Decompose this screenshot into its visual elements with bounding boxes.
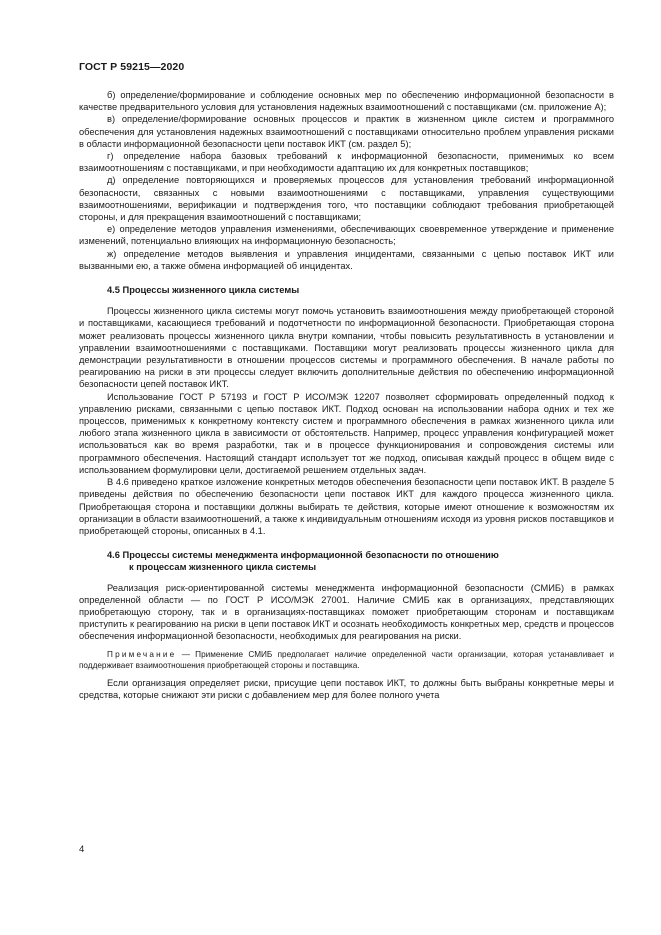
list-item-g: г) определение набора базовых требований к информационной безопасности, применимых ко всем взаимоотношениям с поставщиками, и при необходимости адаптацию их для конкретных поставщиков;	[79, 151, 614, 174]
section-4-6-final-paragraph: Если организация определяет риски, присущие цепи поставок ИКТ, то должны быть выбраны конкретные меры и средства, которые снижают эти риски с добавлением мер для более полного учета	[79, 677, 614, 700]
section-4-5-heading: 4.5 Процессы жизненного цикла системы	[107, 285, 300, 296]
section-4-5-paragraph-3: В 4.6 приведено краткое изложение конкретных методов обеспечения безопасности цепи поставок ИКТ. В разделе 5 приведены действия по обеспечению безопасности цепи поставок ИКТ для каждого процесса жизненного цикла. Приобретающая сторона и поставщики должны выбирать те действия, которые имеют отношение к возможностям их организации в области взаимоотношений, а также к индивидуальным отношениям исходя из уровня рисков поставщиков и приобретающей стороны, описанных в 4.1.	[79, 477, 614, 536]
section-4-6-heading	[79, 549, 614, 573]
list-item-zh: ж) определение методов выявления и управления инцидентами, связанными с цепью поставок ИКТ или вызванными ею, а также обмена информацией об инцидентах.	[79, 248, 614, 271]
section-4-5-paragraph-1: Процессы жизненного цикла системы могут помочь установить взаимоотношения между приобретающей стороной и поставщиками, касающиеся требований и подотчетности по информационной безопасности. Приобретающая сторона может реализовать процессы жизненного цикла внутри компании, чтобы повысить результативность в установлении и управлении взаимоотношениями с поставщиками. Поставщики могут реализовать процессы жизненного цикла для демонстрации результативности в отношении процессов системы и программного обеспечения. В начале работы по реагированию на риски в эти процессы следует включить дополнительные действия по обеспечению информационной безопасности цепей поставок ИКТ.	[79, 306, 614, 390]
standard-code-header: ГОСТ Р 59215—2020	[79, 61, 185, 73]
section-4-5-paragraph-2: Использование ГОСТ Р 57193 и ГОСТ Р ИСО/МЭК 12207 позволяет сформировать определенный подход к управлению рисками, связанными с цепью поставок ИКТ. Подход основан на использовании набора одних и тех же процессов, применимых к конкретному контексту систем и программного обеспечения в рамках жизненного цикла или любого этапа жизненного цикла в зависимости от обстоятельств. Например, процесс управления конфигурацией может использоваться как во время разработки, так и в процессе функционирования и сопровождения системы или программного обеспечения. Настоящий стандарт использует тот же подход, описывая каждый процесс в общем виде с использованием формулировки цели, достигаемой решением отдельных задач.	[79, 391, 614, 475]
list-item-d: д) определение повторяющихся и проверяемых процессов для установления требований информационной безопасности, связанных с новыми взаимоотношениями с поставщиками, управления существующими взаимоотношениями, верификации и подтверждения того, что поставщики соблюдают требования приобретающей стороны, и для прекращения взаимоотношений с поставщиками;	[79, 175, 614, 223]
note	[79, 649, 614, 671]
list-item-v: в) определение/формирование основных процессов и практик в жизненном цикле систем и программного обеспечения для установления надежных взаимоотношений с поставщиками относительно проблем управления рисками в области информационной безопасности цепи поставок ИКТ (см. раздел 5);	[79, 114, 614, 149]
page-number: 4	[79, 844, 85, 855]
list-item-b: б) определение/формирование и соблюдение основных мер по обеспечению информационной безопасности в качестве предварительного условия для установления надежных взаимоотношений с поставщиками (см. приложение А);	[79, 90, 614, 113]
note-label: Примечание	[107, 649, 177, 659]
section-4-6-heading-line1: 4.6 Процессы системы менеджмента информационной безопасности по отношению	[107, 550, 499, 561]
page-content	[79, 89, 614, 701]
list-item-e: е) определение методов управления изменениями, обеспечивающих своевременное утверждение и применение изменений, потенциально влияющих на информационную безопасность;	[79, 224, 614, 247]
section-4-6-paragraph: Реализация риск-ориентированной системы менеджмента информационной безопасности (СМИБ) в рамках определенной области — по ГОСТ Р ИСО/МЭК 27001. Наличие СМИБ как в организациях, представляющих приобретающую сторону, так и в организациях-поставщиках поможет приобретающим сторонам и поставщикам приступить к реагированию на риски в цепи поставок ИКТ и осознать необходимость конкретных мер, средств и процессов обеспечения информационной безопасности, необходимых для реагирования на риски.	[79, 582, 614, 642]
note-text: — Применение СМИБ предполагает наличие определенной части организации, которая устанавливает и поддерживает взаимоотношения приобретающей стороны и поставщика.	[79, 649, 614, 670]
section-4-6-heading-line2: к процессам жизненного цикла системы	[129, 562, 317, 573]
